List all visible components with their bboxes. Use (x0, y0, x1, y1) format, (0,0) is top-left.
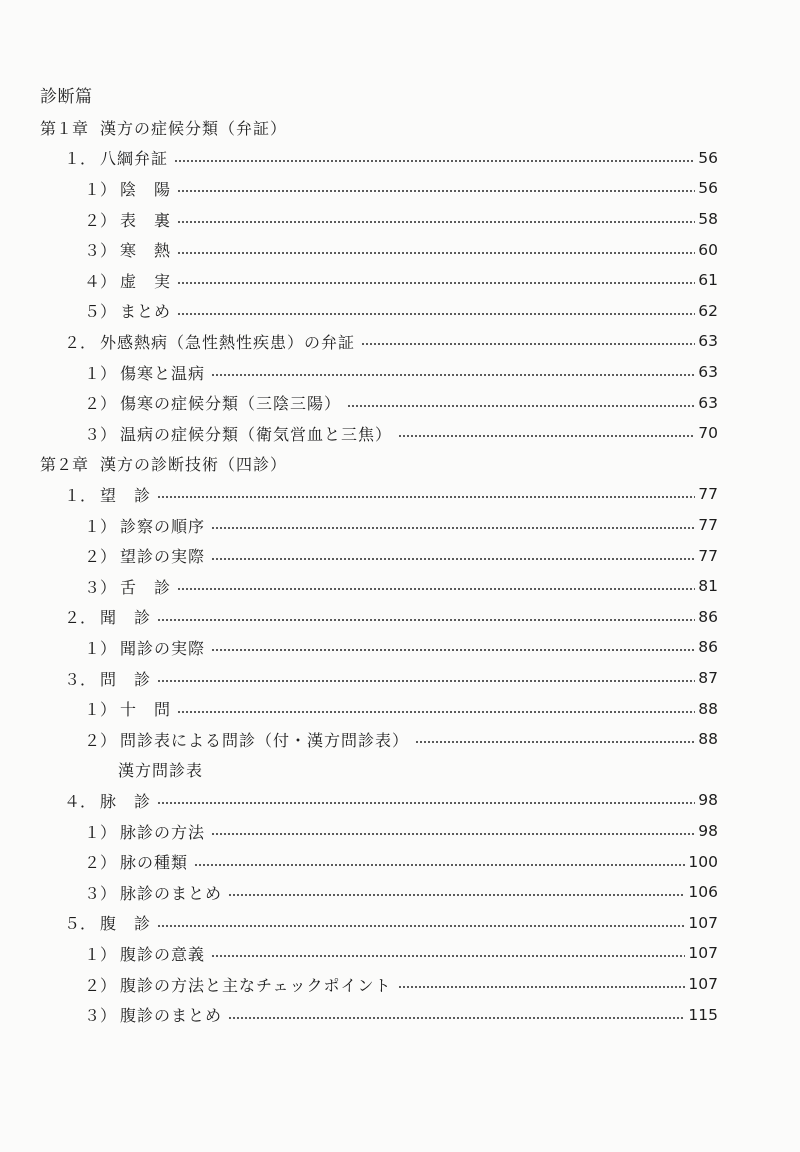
toc-entry-number: 第２章 (40, 455, 89, 475)
toc-entry-number: ２） (84, 730, 117, 750)
toc-entry-number: ４） (84, 271, 117, 291)
dot-leader (177, 190, 695, 192)
toc-entry-title: 傷寒と温病 (120, 363, 206, 383)
toc-entry-title: 腹診のまとめ (120, 1006, 223, 1026)
toc-entry (84, 510, 718, 541)
toc-entry-number: ５． (64, 914, 97, 934)
toc-entry-title: 外感熱病（急性熱性疾患）の弁証 (100, 332, 356, 352)
toc-entry (64, 785, 718, 816)
toc-page-number: 115 (688, 1005, 718, 1024)
toc-chapter-heading (40, 112, 718, 143)
toc-entry-title: 聞 診 (100, 608, 152, 628)
toc-entry (84, 234, 718, 265)
toc-entry-title: 腹診の方法と主なチェックポイント (120, 975, 392, 995)
toc-entry-number: ３） (84, 241, 117, 261)
toc-entry-title: 腹診の意義 (120, 944, 206, 964)
dot-leader (211, 649, 695, 651)
toc-entry-number: ３． (64, 669, 97, 689)
dot-leader (228, 1017, 685, 1019)
dot-leader (211, 833, 695, 835)
dot-leader (415, 741, 695, 743)
toc-entry-number: ２． (64, 332, 97, 352)
toc-entry (84, 387, 718, 418)
toc-entry-title: 聞診の実際 (120, 638, 206, 658)
toc-page-number: 106 (688, 883, 718, 902)
toc-page-number: 88 (698, 699, 718, 718)
toc-entry (64, 602, 718, 633)
toc-entry (84, 632, 718, 663)
toc-entry-title: まとめ (120, 302, 172, 322)
toc-entry (84, 999, 718, 1030)
toc-entry-title: 漢方問診表 (118, 761, 204, 781)
dot-leader (398, 435, 695, 437)
toc-entry-title: 望診の実際 (120, 547, 206, 567)
toc-entry (64, 326, 718, 357)
toc-page-number: 107 (688, 944, 718, 963)
toc-entry-title: 寒 熱 (120, 241, 172, 261)
toc-entry-number: １． (64, 149, 97, 169)
toc-entry (84, 938, 718, 969)
toc-entry (64, 479, 718, 510)
toc-entry-title: 問診表による問診（付・漢方問診表） (120, 730, 410, 750)
dot-leader (347, 405, 695, 407)
toc-entry-title: 傷寒の症候分類（三陰三陽） (120, 394, 342, 414)
toc-page-number: 87 (698, 669, 718, 688)
dot-leader (398, 986, 686, 988)
toc-entry-number: ３） (84, 577, 117, 597)
toc-entry-number: ５） (84, 302, 117, 322)
toc-entry-title: 脉の種類 (120, 853, 189, 873)
dot-leader (211, 374, 695, 376)
toc-page-number: 63 (698, 393, 718, 412)
toc-page-number: 107 (688, 975, 718, 994)
dot-leader (211, 955, 685, 957)
toc-page-number: 77 (698, 516, 718, 535)
toc-page-number: 86 (698, 638, 718, 657)
toc-chapter-heading (40, 449, 718, 480)
toc-entry-title: 望 診 (100, 485, 152, 505)
dot-leader (211, 558, 695, 560)
toc-page-number: 62 (698, 301, 718, 320)
dot-leader (157, 680, 695, 682)
toc-entry-number: ４． (64, 791, 97, 811)
toc-entry (84, 846, 718, 877)
toc-entry-number: ２） (84, 394, 117, 414)
dot-leader (157, 802, 695, 804)
toc-entry-title: 腹 診 (100, 914, 152, 934)
dot-leader (177, 221, 695, 223)
toc-page-number: 63 (698, 363, 718, 382)
toc-entry (64, 143, 718, 174)
toc-page-number: 81 (698, 577, 718, 596)
toc-entry-title: 脉診の方法 (120, 822, 206, 842)
dot-leader (157, 925, 685, 927)
dot-leader (174, 160, 695, 162)
dot-leader (194, 864, 685, 866)
toc-entry-number: １） (84, 363, 117, 383)
toc-entry-title: 八綱弁証 (100, 149, 169, 169)
toc-entry-number: ２） (84, 975, 117, 995)
toc-page-number: 100 (688, 852, 718, 871)
toc-entry (84, 877, 718, 908)
toc-page-number: 77 (698, 485, 718, 504)
toc-page-number: 58 (698, 210, 718, 229)
toc-page-number: 77 (698, 546, 718, 565)
toc-entry (84, 173, 718, 204)
dot-leader (177, 252, 695, 254)
toc-entry-title: 漢方の診断技術（四診） (100, 455, 288, 475)
toc-entry-title: 脉診のまとめ (120, 883, 223, 903)
dot-leader (157, 619, 695, 621)
dot-leader (177, 711, 695, 713)
toc-entry-title: 脉 診 (100, 791, 152, 811)
toc-entry-title: 温病の症候分類（衛気営血と三焦） (120, 424, 393, 444)
toc-entry (84, 265, 718, 296)
dot-leader (157, 496, 695, 498)
toc-entry (84, 724, 718, 755)
toc-entry (84, 816, 718, 847)
toc-entry-number: ３） (84, 883, 117, 903)
toc-page-number: 70 (698, 424, 718, 443)
toc-entry (84, 693, 718, 724)
toc-entry (64, 663, 718, 694)
toc-entry-number: １． (64, 485, 97, 505)
section-title: 診断篇 (40, 87, 93, 107)
toc-page-number: 86 (698, 607, 718, 626)
toc-entry (84, 204, 718, 235)
toc-entry-number: １） (84, 700, 117, 720)
dot-leader (177, 313, 695, 315)
toc-entry-title: 十 問 (120, 700, 172, 720)
toc-entry-title: 表 裏 (120, 210, 172, 230)
dot-leader (177, 282, 695, 284)
toc-entry (118, 755, 718, 786)
toc-entry-number: ２） (84, 210, 117, 230)
toc-entry (84, 418, 718, 449)
toc-page-number: 98 (698, 822, 718, 841)
toc-entry-number: ３） (84, 1006, 117, 1026)
dot-leader (228, 894, 685, 896)
toc-entry (84, 540, 718, 571)
toc-entry-number: 第１章 (40, 118, 89, 138)
toc-entry-number: １） (84, 179, 117, 199)
toc-entry-title: 漢方の症候分類（弁証） (100, 118, 288, 138)
toc-page-number: 60 (698, 240, 718, 259)
toc-entry-title: 診察の順序 (120, 516, 206, 536)
dot-leader (361, 343, 695, 345)
toc-entry-number: ２） (84, 547, 117, 567)
toc-entry-number: １） (84, 516, 117, 536)
dot-leader (177, 588, 695, 590)
toc-page-number: 56 (698, 179, 718, 198)
toc-entry-title: 陰 陽 (120, 179, 172, 199)
toc-entry-title: 舌 診 (120, 577, 172, 597)
toc-entry-number: １） (84, 638, 117, 658)
toc-entry-title: 虚 実 (120, 271, 172, 291)
toc-entry (84, 357, 718, 388)
toc-page-number: 88 (698, 730, 718, 749)
toc-page-number: 63 (698, 332, 718, 351)
toc-entry-number: ２） (84, 853, 117, 873)
toc-entry-number: ２． (64, 608, 97, 628)
toc-page-number: 61 (698, 271, 718, 290)
toc-page-number: 56 (698, 148, 718, 167)
toc-entry (84, 969, 718, 1000)
toc-entry-title: 問 診 (100, 669, 152, 689)
toc-entry (64, 908, 718, 939)
toc-page-number: 107 (688, 913, 718, 932)
dot-leader (211, 527, 695, 529)
toc-entry-number: １） (84, 822, 117, 842)
toc-entry-number: １） (84, 944, 117, 964)
toc-entry-number: ３） (84, 424, 117, 444)
toc-entry (84, 571, 718, 602)
toc-entry (84, 296, 718, 327)
toc-page-number: 98 (698, 791, 718, 810)
